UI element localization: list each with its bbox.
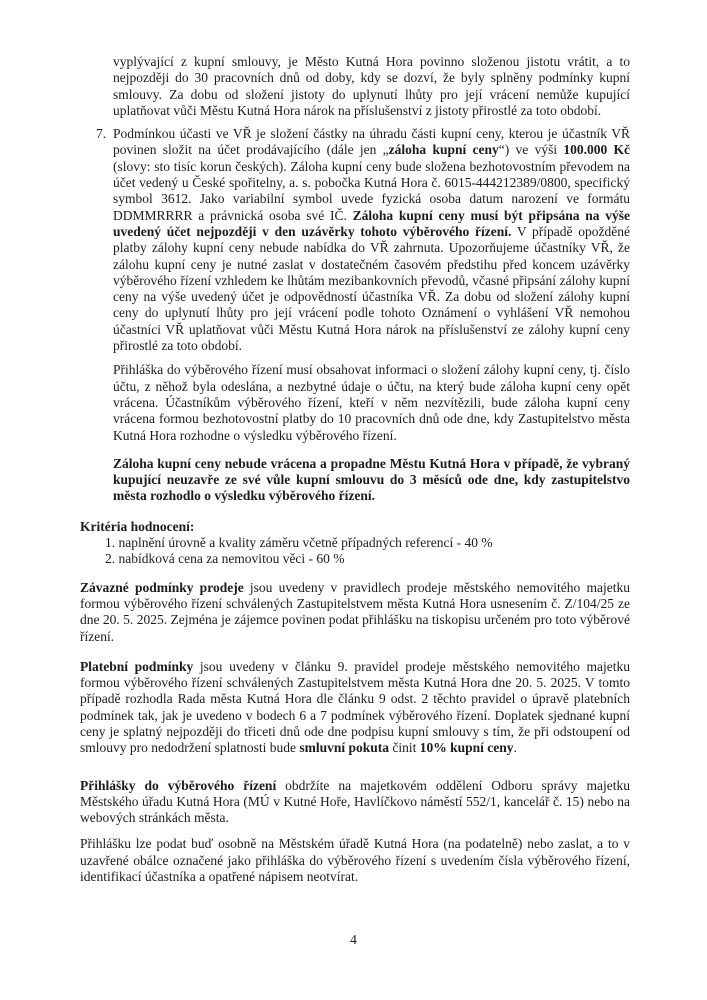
paragraph-jistota-vraceni: vyplývající z kupní smlouvy, je Město Kutná Hora povinno složenou jistotu vrátit, a to nejpozději do 30 pracovních dnů od doby, kdy se dozví, že byly splněny podmínky kupní smlouvy. Za dobu od složení jistoty do uplynutí lhůty pro její vrácení nemůže kupující uplatňovat vůči Městu Kutná Hora nárok na příslušenství z jistoty přirostlé za toto období. [113, 54, 630, 118]
platebni-segment: činit [389, 740, 420, 756]
item-7-text [113, 126, 630, 354]
platebni-bold-procento: 10% kupní ceny [419, 740, 514, 756]
kriteria-heading: Kritéria hodnocení: [80, 518, 195, 534]
prihlasky-text: obdržíte na majetkovém oddělení Odboru správy majetku Městského úřadu Kutná Hora (MÚ v Kutné Hoře, Havlíčkovo náměstí 552/1, kancelář č. 15) nebo na webových stránkách města. [80, 777, 630, 826]
paragraph-platebni-podminky [80, 659, 630, 757]
item-7-segment: V případě opožděné platby zálohy kupní ceny nebude nabídka do VŘ zahrnuta. Upozorňujeme účastníky VŘ, že zálohu kupní ceny je nutné zaslat v dostatečném časovém předstihu před koncem uzávěrky výběrového řízení vzhledem ke lhůtám mezibankovních převodů, včasné připsání zálohy kupní ceny na výše uvedený účet je odpovědností účastníka VŘ. Za dobu od složení zálohy kupní ceny do uplynutí lhůty pro její vrácení podle tohoto Oznámení o vyhlášení VŘ nemohou účastníci VŘ uplatňovat vůči Městu Kutná Hora nárok na příslušenství ze zálohy kupní ceny přirostlé za toto období. [113, 223, 630, 354]
platebni-segment: . [513, 740, 517, 756]
item-7-segment: “) ve výši [498, 142, 564, 158]
zavazne-lead-bold: Závazné podmínky prodeje [80, 579, 244, 595]
item-7-bold-deadline: Záloha kupní ceny musí být připsána na výše uvedený účet nejpozději v den uzávěrky tohoto výběrového řízení. [113, 207, 630, 239]
item-7-number: 7. [96, 126, 107, 142]
item-7-segment: Podmínkou účasti ve VŘ je složení částky na úhradu části kupní ceny, kterou je účastník VŘ povinen složit na účet prodávajícího (dále jen „ [113, 126, 630, 158]
kriteria-item-2: 2. nabídková cena za nemovitou věci - 60 % [105, 551, 345, 567]
zavazne-text: jsou uvedeny v pravidlech prodeje městského nemovitého majetku formou výběrového řízení schválených Zastupitelstvem města Kutná Hora usnesením č. Z/104/25 ze dne 20. 5. 2025. Zejména je zájemce povinen podat přihlášku na tiskopisu určeném pro toto výběrové řízení. [80, 579, 630, 644]
paragraph-zaloha-propadnuti: Záloha kupní ceny nebude vrácena a propadne Městu Kutná Hora v případě, že vybraný kupující neuzavře ze své vůle kupní smlouvu do 3 měsíců ode dne, kdy zastupitelstvo města rozhodlo o výsledku výběrového řízení. [113, 455, 630, 504]
paragraph-prihlasky-obdrzeni [80, 778, 630, 827]
prihlasky-lead-bold: Přihlášky do výběrového řízení [80, 777, 277, 793]
item-7-bold-zaloha-term: záloha kupní ceny [388, 142, 499, 158]
platebni-bold-pokuta: smluvní pokuta [299, 740, 390, 756]
paragraph-prihlaska-obsah: Přihláška do výběrového řízení musí obsahovat informaci o složení zálohy kupní ceny, tj. číslo účtu, z něhož byla odeslána, a nezbytné údaje o účtu, na který bude záloha kupní ceny opět vrácena. Účastníkům výběrového řízení, kteří v něm nezvítězili, bude záloha kupní ceny vrácena formou bezhotovostní platby do 10 pracovních dnů ode dne, kdy Zastupitelstvo města Kutná Hora rozhodne o výsledku výběrového řízení. [113, 362, 630, 443]
page-number: 4 [350, 931, 357, 947]
platebni-segment: jsou uvedeny v článku 9. pravidel prodeje městského nemovitého majetku formou výběrového řízení schválených Zastupitelstvem města Kutná Hora dne 20. 5. 2025. V tomto případě rozhodla Rada města Kutná Hora dle článku 9 odst. 2 těchto pravidel o úpravě platebních podmínek tak, jak je uvedeno v bodech 6 a 7 podmínek výběrového řízení. Doplatek sjednané kupní ceny je splatný nejpozději do třiceti dnů ode dne podpisu kupní smlouvy s tím, že při odstoupení od smlouvy pro nedodržení splatnosti bude [80, 658, 631, 756]
numbered-item-7 [96, 126, 631, 354]
paragraph-zavazne-podminky [80, 580, 630, 645]
platebni-lead-bold: Platební podmínky [80, 658, 194, 674]
paragraph-podani-prihlasky: Přihlášku lze podat buď osobně na Městském úřadě Kutná Hora (na podatelně) nebo zaslat, a to v uzavřené obálce označené jako přihláška do výběrového řízení s uvedením čísla výběrového řízení, identifikací účastníka a opatřené nápisem neotvírat. [80, 836, 630, 885]
kriteria-item-1: 1. naplnění úrovně a kvality záměru včetně případných referencí - 40 % [105, 535, 493, 551]
item-7-bold-amount: 100.000 Kč [563, 142, 631, 158]
item-7-segment: (slovy: sto tisíc korun českých). Záloha kupní ceny bude složena bezhotovostním převodem na účet vedený u České spořitelny, a. s. pobočka Kutná Hora č. 6015-444212389/0800, specifický symbol 3612. Jako variabilní symbol uvede fyzická osoba datum narození ve formátu DDMMRRRR a právnická osoba své IČ. [113, 158, 630, 223]
